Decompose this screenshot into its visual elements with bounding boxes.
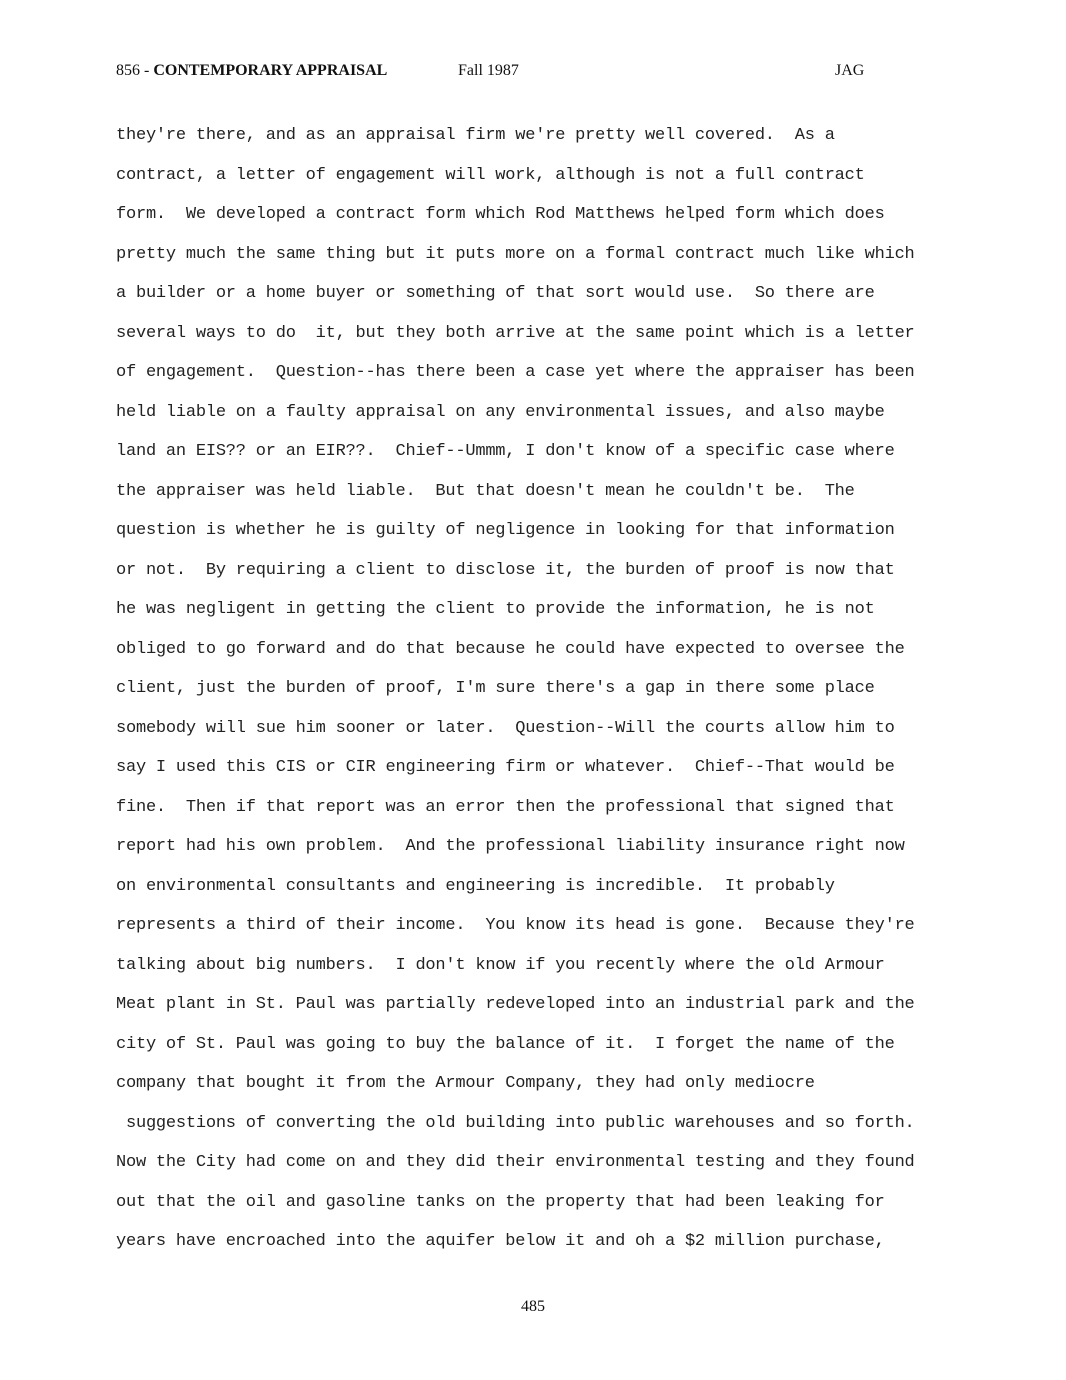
text-line: years have encroached into the aquifer below it and oh a $2 million purchase,	[116, 1232, 885, 1251]
text-line: the appraiser was held liable. But that doesn't mean he couldn't be. The	[116, 481, 855, 501]
text-line: on environmental consultants and engineering is incredible. It probably	[116, 876, 835, 896]
course-title: CONTEMPORARY APPRAISAL	[153, 62, 388, 79]
text-line: suggestions of converting the old building into public warehouses and so forth.	[116, 1113, 915, 1133]
text-line: or not. By requiring a client to disclose it, the burden of proof is now that	[116, 560, 895, 580]
text-line: fine. Then if that report was an error then the professional that signed that	[116, 797, 895, 817]
page-header	[0, 62, 1066, 86]
term-label: Fall 1987	[458, 62, 519, 79]
course-heading	[116, 62, 387, 80]
text-line: a builder or a home buyer or something of that sort would use. So there are	[116, 284, 875, 303]
text-line: several ways to do it, but they both arrive at the same point which is a letter	[116, 323, 915, 343]
text-line: say I used this CIS or CIR engineering firm or whatever. Chief--That would be	[116, 758, 895, 777]
text-line: talking about big numbers. I don't know if you recently where the old Armour	[116, 955, 885, 975]
text-line: somebody will sue him sooner or later. Question--Will the courts allow him to	[116, 718, 895, 738]
author-initials: JAG	[835, 62, 865, 79]
text-line: report had his own problem. And the professional liability insurance right now	[116, 837, 905, 856]
course-number: 856 -	[116, 62, 154, 79]
text-line: city of St. Paul was going to buy the balance of it. I forget the name of the	[116, 1034, 895, 1054]
text-line: question is whether he is guilty of negligence in looking for that information	[116, 521, 895, 540]
text-line: of engagement. Question--has there been a case yet where the appraiser has been	[116, 363, 915, 382]
page-number: 485	[521, 1298, 545, 1315]
text-line: land an EIS?? or an EIR??. Chief--Ummm, I don't know of a specific case where	[116, 442, 895, 461]
text-line: client, just the burden of proof, I'm sure there's a gap in there some place	[116, 679, 875, 698]
text-line: obliged to go forward and do that because he could have expected to oversee the	[116, 639, 905, 659]
text-line: Meat plant in St. Paul was partially redeveloped into an industrial park and the	[116, 995, 915, 1014]
text-line: Now the City had come on and they did their environmental testing and they found	[116, 1153, 915, 1172]
text-line: company that bought it from the Armour Company, they had only mediocre	[116, 1074, 815, 1093]
text-line: he was negligent in getting the client to provide the information, he is not	[116, 600, 875, 619]
transcript-body	[116, 116, 956, 1262]
text-line: pretty much the same thing but it puts more on a formal contract much like which	[116, 244, 915, 264]
text-line: held liable on a faulty appraisal on any environmental issues, and also maybe	[116, 402, 885, 422]
text-line: represents a third of their income. You know its head is gone. Because they're	[116, 916, 915, 935]
text-line: they're there, and as an appraisal firm we're pretty well covered. As a	[116, 126, 835, 145]
text-line: form. We developed a contract form which Rod Matthews helped form which does	[116, 205, 885, 224]
text-line: out that the oil and gasoline tanks on the property that had been leaking for	[116, 1192, 885, 1212]
text-line: contract, a letter of engagement will work, although is not a full contract	[116, 165, 865, 185]
